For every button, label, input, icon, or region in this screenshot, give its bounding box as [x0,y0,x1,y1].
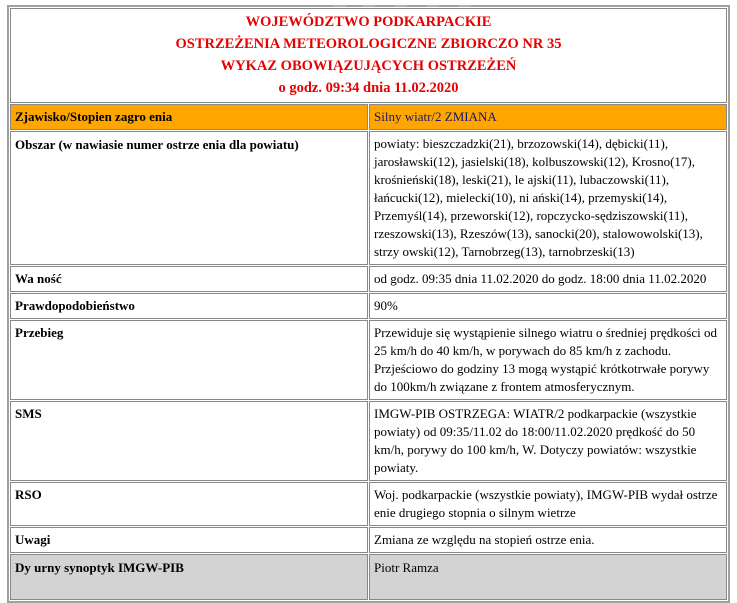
sms-value: IMGW-PIB OSTRZEGA: WIATR/2 podkarpackie (wszystkie powiaty) od 09:35/11.02 do 18:00/11.02.2020 prędkość do 50 km/h, porywy do 100 km/h, W. Dotyczy powiatów: wszystkie powiaty. [369,401,727,481]
bulletin-timestamp: o godz. 09:34 dnia 11.02.2020 [278,80,459,96]
row-forecaster [10,554,727,600]
voivodeship-title: WOJEWÓDZTWO PODKARPACKIE [245,14,492,30]
validity-label: Wa ność [10,266,368,292]
artifact-dash [333,5,346,7]
meteo-warning-table [7,5,730,603]
course-value: Przewiduje się wystąpienie silnego wiatru o średniej prędkości od 25 km/h do 40 km/h, w porywach do 85 km/h z zachodu. Przjeściowo do godziny 13 mogą wystąpić krótkotrwałe porywy do 100km/h związane z frontem atmosferycznym. [369,320,727,400]
bulletin-subtitle: WYKAZ OBOWIĄZUJĄCYCH OSTRZEŻEŃ [220,58,517,74]
forecaster-value: Piotr Ramza [369,554,727,600]
probability-label: Prawdopodobieństwo [10,293,368,319]
rso-value: Woj. podkarpackie (wszystkie powiaty), IMGW-PIB wydał ostrze enie drugiego stopnia o silnym wietrze [369,482,727,526]
artifact-dash [394,5,407,7]
row-validity [10,266,727,292]
bulletin-header-row [10,8,727,103]
artifact-dash [426,5,439,7]
phenomenon-label: Zjawisko/Stopien zagro enia [10,104,368,130]
bulletin-header-cell [10,8,727,103]
forecaster-label: Dy urny synoptyk IMGW-PIB [10,554,368,600]
bulletin-title: OSTRZEŻENIA METEOROLOGICZNE ZBIORCZO NR 35 [175,36,562,52]
rso-label: RSO [10,482,368,526]
row-probability [10,293,727,319]
row-sms [10,401,727,481]
remarks-value: Zmiana ze względu na stopień ostrze enia. [369,527,727,553]
row-area [10,131,727,265]
row-phenomenon [10,104,727,130]
area-value: powiaty: bieszczadzki(21), brzozowski(14), dębicki(11), jarosławski(12), jasielski(18), kolbuszowski(12), Krosno(17), krośnieński(18), leski(21), le ajski(11), lubaczowski(11), łańcucki(12), mielecki(10), ni ański(14), przemyski(14), Przemyśl(14), przeworski(12), ropczycko-sędziszowski(11), rzeszowski(13), Rzeszów(13), sanocki(20), stalowowolski(13), strzy owski(12), Tarnobrzeg(13), tarnobrzeski(13) [369,131,727,265]
phenomenon-value: Silny wiatr/2 ZMIANA [369,104,727,130]
area-label: Obszar (w nawiasie numer ostrze enia dla powiatu) [10,131,368,265]
artifact-dash [362,5,375,7]
remarks-label: Uwagi [10,527,368,553]
artifact-dash [458,5,471,7]
row-rso [10,482,727,526]
row-course [10,320,727,400]
course-label: Przebieg [10,320,368,400]
sms-label: SMS [10,401,368,481]
probability-value: 90% [369,293,727,319]
cropped-text-artifacts [0,5,737,9]
row-remarks [10,527,727,553]
validity-value: od godz. 09:35 dnia 11.02.2020 do godz. 18:00 dnia 11.02.2020 [369,266,727,292]
